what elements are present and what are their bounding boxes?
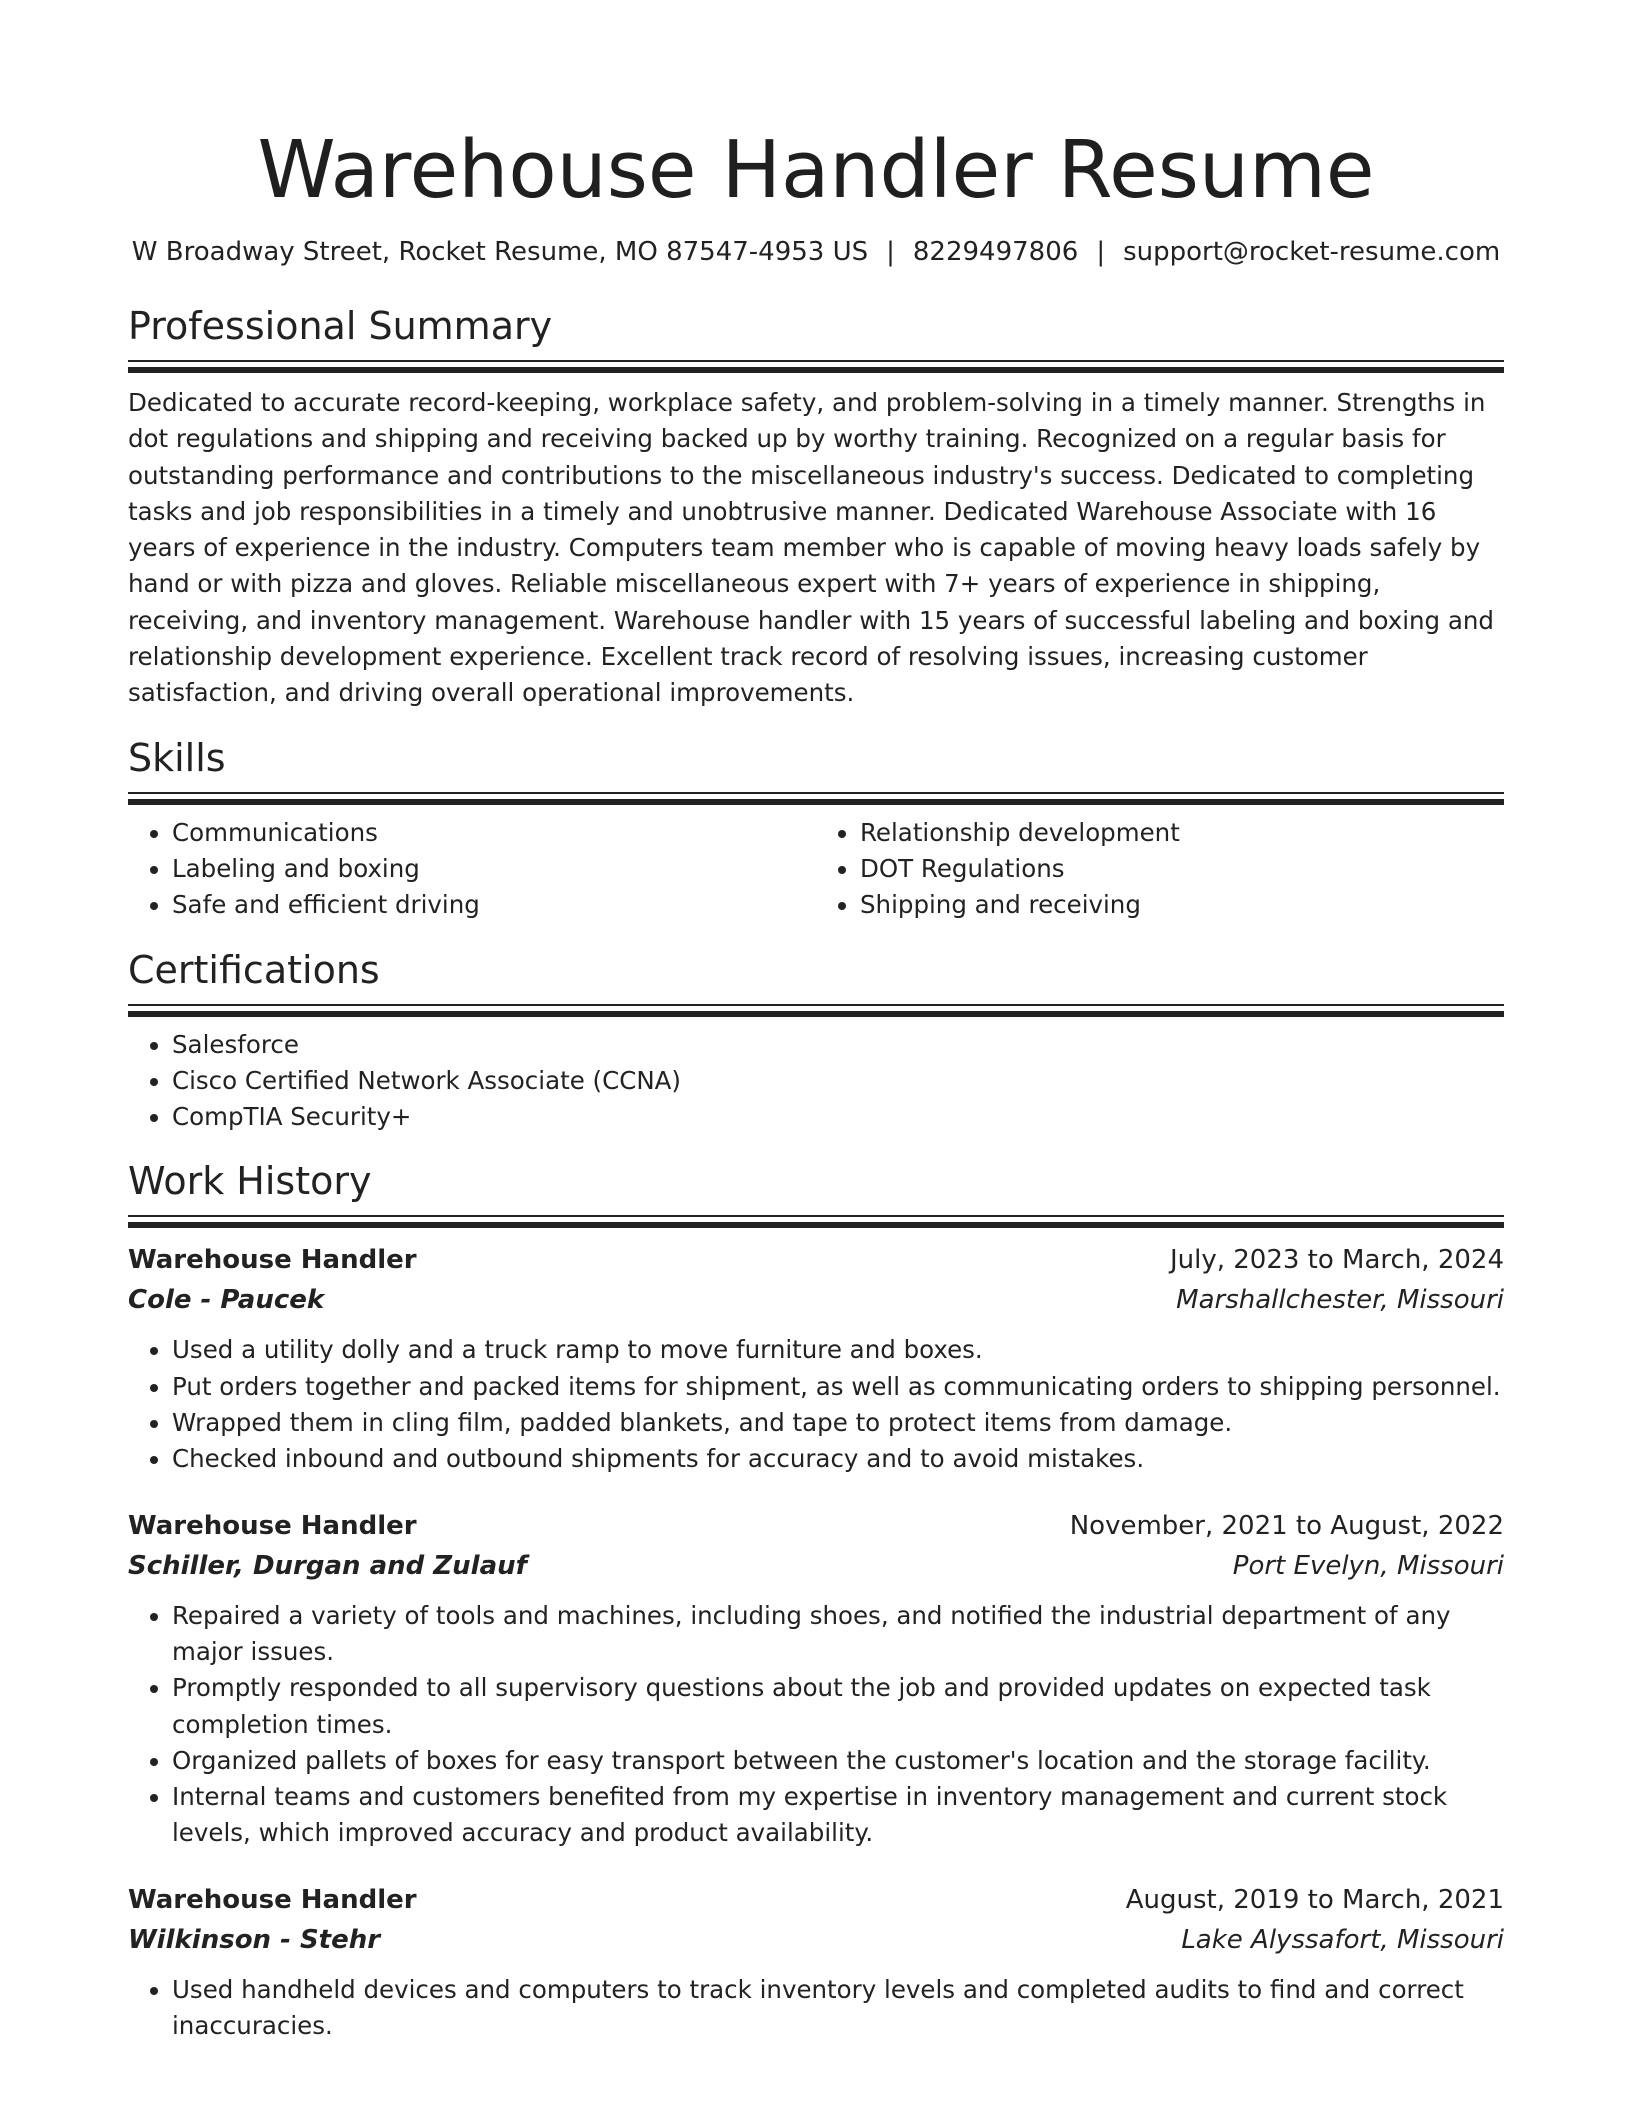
job-title: Warehouse Handler	[128, 1245, 417, 1276]
certification-item: • CompTIA Security+	[172, 1099, 1504, 1135]
skill-item: • Labeling and boxing	[172, 851, 816, 887]
skill-item: • Shipping and receiving	[860, 887, 1504, 923]
section-divider	[128, 360, 1504, 373]
job-dates: November, 2021 to August, 2022	[1069, 1510, 1504, 1541]
job-dates: July, 2023 to March, 2024	[1169, 1245, 1504, 1276]
skills-list-right	[816, 815, 1504, 924]
section-divider	[128, 1215, 1504, 1228]
skills-list-left	[128, 815, 816, 924]
job-title: Warehouse Handler	[128, 1510, 417, 1541]
job-company: Cole - Paucek	[128, 1285, 325, 1316]
work-history-section	[128, 1157, 1504, 2044]
section-divider	[128, 1004, 1504, 1017]
summary-text: Dedicated to accurate record-keeping, workplace safety, and problem-solving in a timely manner. Strengths in dot regulations and shipping and receiving backed up by worthy training. Recognized on a regular basis for outstanding performance and contributions to the miscellaneous industry's success. Dedicated to completing tasks and job responsibilities in a timely and unobtrusive manner. Dedicated Warehouse Associate with 16 years of experience in the industry. Computers team member who is capable of moving heavy loads safely by hand or with pizza and gloves. Reliable miscellaneous expert with 7+ years of experience in shipping, receiving, and inventory management. Warehouse handler with 15 years of successful labeling and boxing and relationship development experience. Excellent track record of resolving issues, increasing customer satisfaction, and driving overall operational improvements.	[128, 388, 1494, 708]
job-location: Marshallchester, Missouri	[1176, 1285, 1504, 1316]
contact-address: W Broadway Street, Rocket Resume, MO 87547-4953 US	[131, 237, 869, 267]
job-location: Lake Alyssafort, Missouri	[1181, 1924, 1504, 1955]
job-company-row	[128, 1546, 1504, 1586]
skill-item: • Relationship development	[860, 815, 1504, 851]
job-entry	[128, 1880, 1504, 2045]
page-title: Warehouse Handler Resume	[257, 124, 1375, 216]
resume-page	[128, 0, 1504, 2044]
contact-line	[128, 234, 1504, 270]
skill-item: • Communications	[172, 815, 816, 851]
skills-columns	[128, 815, 1504, 924]
job-header-row	[128, 1880, 1504, 1920]
job-bullets	[128, 1972, 1504, 2045]
job-bullet: • Checked inbound and outbound shipments for accuracy and to avoid mistakes.	[172, 1441, 1504, 1477]
certification-item: • Salesforce	[172, 1027, 1504, 1063]
job-bullet: • Repaired a variety of tools and machines, including shoes, and notified the industrial department of any major issues.	[172, 1598, 1504, 1671]
job-bullet: • Promptly responded to all supervisory questions about the job and provided updates on expected task completion times.	[172, 1670, 1504, 1743]
certifications-list	[128, 1027, 1504, 1136]
job-company: Wilkinson - Stehr	[128, 1924, 381, 1955]
job-bullet: • Used a utility dolly and a truck ramp to move furniture and boxes.	[172, 1332, 1504, 1368]
contact-email: support@rocket-resume.com	[1123, 237, 1501, 267]
work-history-heading: Work History	[128, 1159, 372, 1204]
contact-phone: 8229497806	[912, 237, 1079, 267]
certifications-section	[128, 946, 1504, 1136]
summary-heading: Professional Summary	[128, 304, 553, 348]
job-location: Port Evelyn, Missouri	[1232, 1550, 1504, 1581]
job-bullet: • Wrapped them in cling film, padded blankets, and tape to protect items from damage.	[172, 1405, 1504, 1441]
job-bullet: • Organized pallets of boxes for easy transport between the customer's location and the storage facility.	[172, 1743, 1504, 1779]
summary-section	[128, 302, 1504, 712]
skill-item: • DOT Regulations	[860, 851, 1504, 887]
job-bullets	[128, 1332, 1504, 1477]
section-divider	[128, 792, 1504, 805]
job-entry	[128, 1240, 1504, 1477]
skills-section	[128, 734, 1504, 924]
job-bullet: • Put orders together and packed items for shipment, as well as communicating orders to shipping personnel.	[172, 1369, 1504, 1405]
skills-heading: Skills	[128, 735, 226, 780]
job-dates: August, 2019 to March, 2021	[1125, 1884, 1504, 1915]
job-entry	[128, 1506, 1504, 1852]
job-header-row	[128, 1506, 1504, 1546]
certifications-heading: Certifications	[128, 947, 380, 992]
skill-item: • Safe and efficient driving	[172, 887, 816, 923]
contact-separator: |	[886, 237, 895, 267]
contact-separator: |	[1096, 237, 1106, 267]
job-title: Warehouse Handler	[128, 1884, 417, 1915]
job-bullet: • Used handheld devices and computers to track inventory levels and completed audits to find and correct inaccuracies.	[172, 1972, 1504, 2045]
job-company: Schiller, Durgan and Zulauf	[128, 1550, 527, 1581]
certification-item: • Cisco Certified Network Associate (CCNA)	[172, 1063, 1504, 1099]
job-bullets	[128, 1598, 1504, 1852]
job-company-row	[128, 1920, 1504, 1960]
job-bullet: • Internal teams and customers benefited from my expertise in inventory management and current stock levels, which improved accuracy and product availability.	[172, 1779, 1504, 1852]
job-header-row	[128, 1240, 1504, 1280]
job-company-row	[128, 1280, 1504, 1320]
